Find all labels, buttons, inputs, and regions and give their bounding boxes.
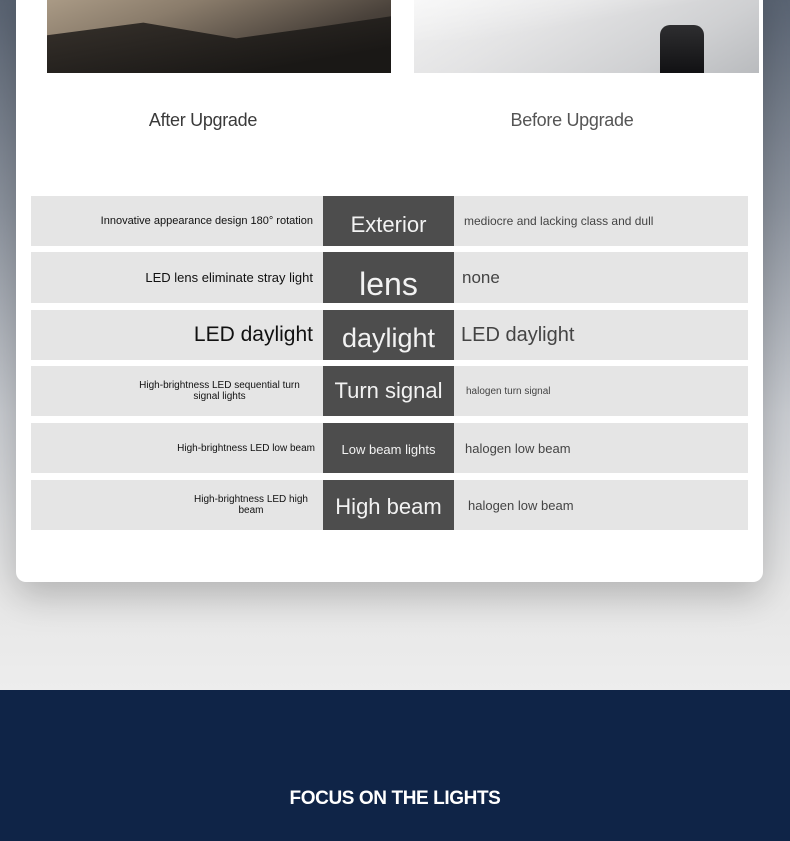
upgrade-feature-cell: LED lens eliminate stray light — [31, 252, 323, 303]
category-cell: High beam — [323, 480, 454, 530]
comparison-row-exterior — [31, 196, 748, 246]
comparison-row-daylight — [31, 310, 748, 360]
headlight-shape — [47, 10, 391, 73]
upgrade-feature-cell: High-brightness LED sequential turn signal lights — [31, 366, 323, 416]
original-feature-cell: mediocre and lacking class and dull — [454, 196, 748, 246]
category-cell: Exterior — [323, 196, 454, 246]
original-feature-cell: halogen turn signal — [454, 366, 748, 416]
original-feature-cell: halogen low beam — [454, 480, 748, 530]
comparison-row-lens — [31, 252, 748, 303]
comparison-row-turn-signal — [31, 366, 748, 416]
before-upgrade-photo — [414, 0, 759, 73]
original-feature-cell: LED daylight — [454, 310, 748, 360]
original-feature-cell: none — [454, 252, 748, 303]
footer-banner — [0, 690, 790, 841]
after-upgrade-caption: After Upgrade — [148, 110, 258, 130]
category-cell: Turn signal — [323, 366, 454, 416]
upgrade-feature-cell: LED daylight — [31, 310, 323, 360]
category-cell: Low beam lights — [323, 423, 454, 473]
category-cell: daylight — [323, 310, 454, 360]
original-feature-cell: halogen low beam — [454, 423, 748, 473]
after-upgrade-photo — [47, 0, 391, 73]
comparison-row-high-beam — [31, 480, 748, 530]
upgrade-feature-cell: High-brightness LED high beam — [31, 480, 323, 530]
photo-reflection — [414, 0, 759, 40]
headlight-slot — [660, 25, 704, 73]
upgrade-feature-cell: High-brightness LED low beam — [31, 423, 323, 473]
comparison-row-low-beam — [31, 423, 748, 473]
upgrade-feature-cell: Innovative appearance design 180° rotation — [31, 196, 323, 246]
footer-title: FOCUS ON THE LIGHTS — [289, 788, 501, 809]
category-cell: lens — [323, 252, 454, 303]
before-upgrade-caption: Before Upgrade — [510, 110, 634, 130]
